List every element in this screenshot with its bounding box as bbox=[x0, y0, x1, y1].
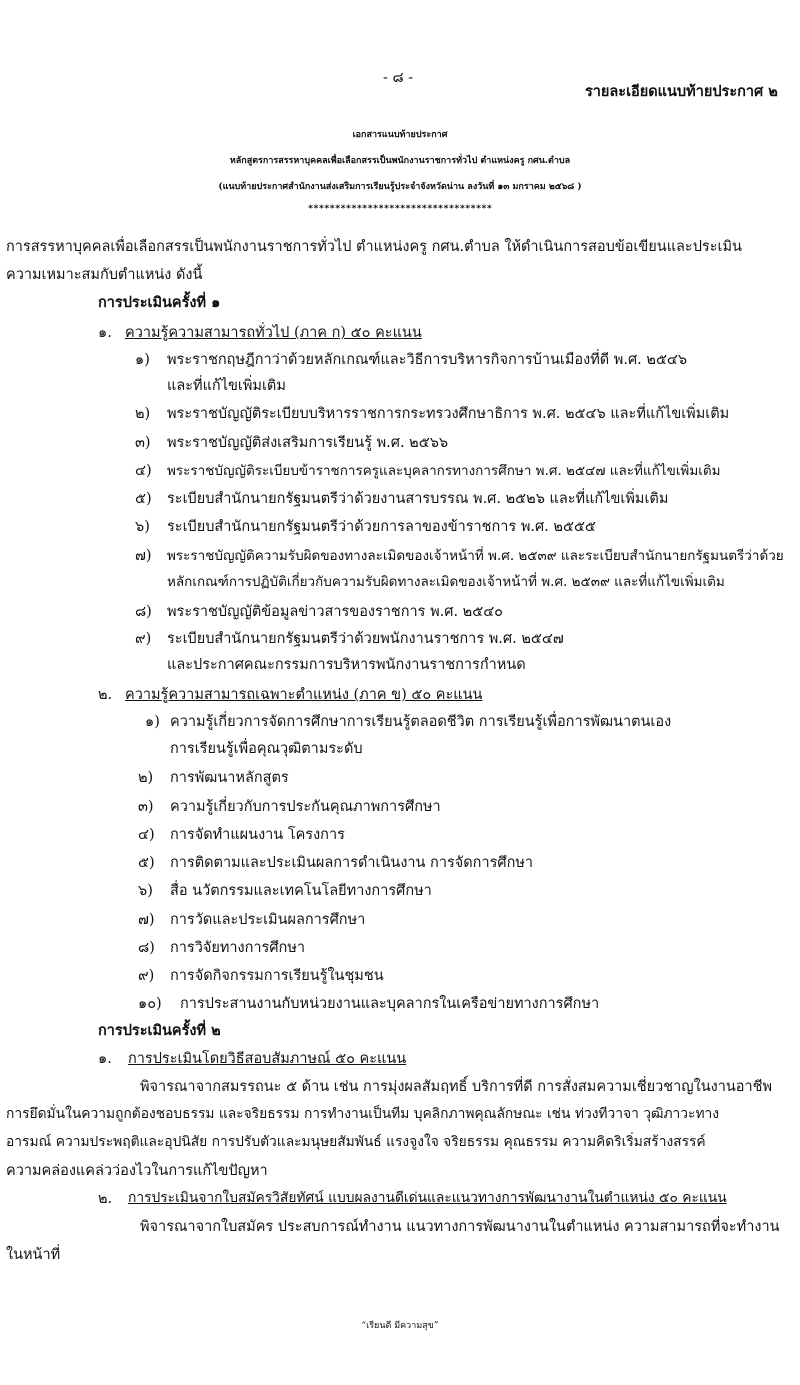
round1-section2-title: ความรู้ความสามารถเฉพาะตำแหน่ง (ภาค ข) ๕๐ คะแนน bbox=[125, 687, 483, 703]
list-item: พระราชบัญญัติความรับผิดของทางละเมิดของเจ้าหน้าที่ พ.ศ. ๒๕๓๙ และระเบียบสำนักนายกรัฐมนตรีว่าด้วย bbox=[167, 548, 784, 564]
list-item-number: ๙) bbox=[135, 631, 152, 647]
list-item-continuation: และที่แก้ไขเพิ่มเติม bbox=[167, 378, 286, 394]
paragraph-line: ในหน้าที่ bbox=[6, 1247, 61, 1263]
attachment-reference: รายละเอียดแนบท้ายประกาศ ๒ bbox=[585, 83, 778, 100]
list-item-continuation: การเรียนรู้เพื่อคุณวุฒิตามระดับ bbox=[170, 741, 363, 757]
round2-heading: การประเมินครั้งที่ ๒ bbox=[98, 1022, 221, 1039]
round1-section2-number: ๒. bbox=[98, 687, 113, 703]
list-item: พระราชกฤษฎีกาว่าด้วยหลักเกณฑ์และวิธีการบริหารกิจการบ้านเมืองที่ดี พ.ศ. ๒๕๔๖ bbox=[167, 352, 688, 368]
motto: “เรียนดี มีความสุข” bbox=[361, 1321, 439, 1331]
separator-stars: ********************************** bbox=[307, 204, 493, 214]
list-item: การวัดและประเมินผลการศึกษา bbox=[170, 912, 366, 928]
list-item: การจัดทำแผนงาน โครงการ bbox=[170, 827, 345, 843]
list-item: การพัฒนาหลักสูตร bbox=[170, 770, 289, 786]
list-item-continuation: หลักเกณฑ์การปฏิบัติเกี่ยวกับความรับผิดทางละเมิดของเจ้าหน้าที่ พ.ศ. ๒๕๓๙ และที่แก้ไขเพิ่มเติม bbox=[167, 574, 725, 590]
list-item-number: ๖) bbox=[135, 519, 150, 535]
list-item-number: ๑) bbox=[145, 714, 160, 730]
round1-section1-number: ๑. bbox=[98, 325, 112, 341]
list-item-number: ๑๐) bbox=[138, 996, 162, 1012]
paragraph-line: พิจารณาจากสมรรถนะ ๕ ด้าน เช่น การมุ่งผลสัมฤทธิ์ บริการที่ดี การสั่งสมความเชี่ยวชาญในงานอาชีพ bbox=[140, 1079, 773, 1095]
intro-line-1: การสรรหาบุคคลเพื่อเลือกสรรเป็นพนักงานราชการทั่วไป ตำแหน่งครู กศน.ตำบล ให้ดำเนินการสอบข้อเขียนและประเมิน bbox=[6, 239, 742, 255]
round2-section1-title: การประเมินโดยวิธีสอบสัมภาษณ์ ๕๐ คะแนน bbox=[128, 1051, 407, 1067]
round1-section1-title: ความรู้ความสามารถทั่วไป (ภาค ก) ๕๐ คะแนน bbox=[125, 325, 422, 341]
list-item: ความรู้เกี่ยวการจัดการศึกษาการเรียนรู้ตลอดชีวิต การเรียนรู้เพื่อการพัฒนาตนเอง bbox=[170, 714, 672, 730]
page-number: - ๘ - bbox=[383, 70, 414, 86]
round1-heading: การประเมินครั้งที่ ๑ bbox=[98, 294, 221, 311]
list-item: สื่อ นวัตกรรมและเทคโนโลยีทางการศึกษา bbox=[170, 883, 432, 899]
list-item-number: ๘) bbox=[138, 940, 155, 956]
paragraph-line: อารมณ์ ความประพฤติและอุปนิสัย การปรับตัวและมนุษยสัมพันธ์ แรงจูงใจ จริยธรรม คุณธรรม ความคิดริเริ่มสร้างสรรค์ bbox=[6, 1134, 706, 1150]
intro-line-2: ความเหมาะสมกับตำแหน่ง ดังนี้ bbox=[6, 267, 203, 283]
announcement-reference: (แนบท้ายประกาศสำนักงานส่งเสริมการเรียนรู้ประจำจังหวัดน่าน ลงวันที่ ๑๓ มกราคม ๒๕๖๘ ) bbox=[218, 182, 582, 192]
list-item: ระเบียบสำนักนายกรัฐมนตรีว่าด้วยงานสารบรรณ พ.ศ. ๒๕๒๖ และที่แก้ไขเพิ่มเติม bbox=[167, 491, 669, 507]
round2-section2-title: การประเมินจากใบสมัครวิสัยทัศน์ แบบผลงานดีเด่นและแนวทางการพัฒนางานในตำแหน่ง ๕๐ คะแนน bbox=[128, 1190, 727, 1206]
list-item: การวิจัยทางการศึกษา bbox=[170, 940, 306, 956]
list-item-number: ๖) bbox=[138, 883, 153, 899]
list-item-number: ๓) bbox=[135, 435, 151, 451]
round2-section1-number: ๑. bbox=[98, 1051, 112, 1067]
list-item-number: ๔) bbox=[138, 827, 155, 843]
paragraph-line: การยึดมั่นในความถูกต้องชอบธรรม และจริยธรรม การทำงานเป็นทีม บุคลิกภาพคุณลักษณะ เช่น ท่วงทีวาจา วุฒิภาวะทาง bbox=[6, 1106, 720, 1122]
list-item-number: ๘) bbox=[135, 604, 152, 620]
list-item: การจัดกิจกรรมการเรียนรู้ในชุมชน bbox=[170, 968, 384, 984]
list-item: การติดตามและประเมินผลการดำเนินงาน การจัดการศึกษา bbox=[170, 855, 534, 871]
list-item-number: ๙) bbox=[138, 968, 155, 984]
list-item: พระราชบัญญัติระเบียบข้าราชการครูและบุคลากรทางการศึกษา พ.ศ. ๒๕๔๗ และที่แก้ไขเพิ่มเติม bbox=[167, 463, 721, 479]
list-item-number: ๑) bbox=[135, 352, 150, 368]
list-item: พระราชบัญญัติระเบียบบริหารราชการกระทรวงศึกษาธิการ พ.ศ. ๒๕๔๖ และที่แก้ไขเพิ่มเติม bbox=[167, 406, 730, 422]
paragraph-line: พิจารณาจากใบสมัคร ประสบการณ์ทำงาน แนวทางการพัฒนางานในตำแหน่ง ความสามารถที่จะทำงาน bbox=[140, 1219, 780, 1235]
list-item: ความรู้เกี่ยวกับการประกันคุณภาพการศึกษา bbox=[170, 799, 441, 815]
list-item-number: ๕) bbox=[138, 855, 155, 871]
list-item: พระราชบัญญัติส่งเสริมการเรียนรู้ พ.ศ. ๒๕๖๖ bbox=[167, 435, 449, 451]
list-item: พระราชบัญญัติข้อมูลข่าวสารของราชการ พ.ศ. ๒๕๔๐ bbox=[167, 604, 504, 620]
round2-section2-number: ๒. bbox=[98, 1191, 113, 1207]
paragraph-line: ความคล่องแคล่วว่องไวในการแก้ไขปัญหา bbox=[6, 1163, 268, 1179]
list-item-number: ๔) bbox=[135, 463, 152, 479]
list-item: ระเบียบสำนักนายกรัฐมนตรีว่าด้วยพนักงานราชการ พ.ศ. ๒๕๔๗ bbox=[167, 631, 564, 647]
document-subtitle: หลักสูตรการสรรหาบุคคลเพื่อเลือกสรรเป็นพนักงานราชการทั่วไป ตำแหน่งครู กศน.ตำบล bbox=[229, 156, 571, 166]
list-item-number: ๒) bbox=[135, 406, 151, 422]
list-item-number: ๗) bbox=[135, 548, 152, 564]
list-item-number: ๒) bbox=[138, 770, 154, 786]
list-item: การประสานงานกับหน่วยงานและบุคลากรในเครือข่ายทางการศึกษา bbox=[180, 996, 600, 1012]
list-item-continuation: และประกาศคณะกรรมการบริหารพนักงานราชการกำหนด bbox=[167, 657, 526, 673]
document-title: เอกสารแนบท้ายประกาศ bbox=[352, 130, 448, 140]
list-item-number: ๕) bbox=[135, 491, 152, 507]
list-item-number: ๗) bbox=[138, 912, 155, 928]
list-item: ระเบียบสำนักนายกรัฐมนตรีว่าด้วยการลาของข้าราชการ พ.ศ. ๒๕๕๕ bbox=[167, 519, 596, 535]
list-item-number: ๓) bbox=[138, 799, 154, 815]
